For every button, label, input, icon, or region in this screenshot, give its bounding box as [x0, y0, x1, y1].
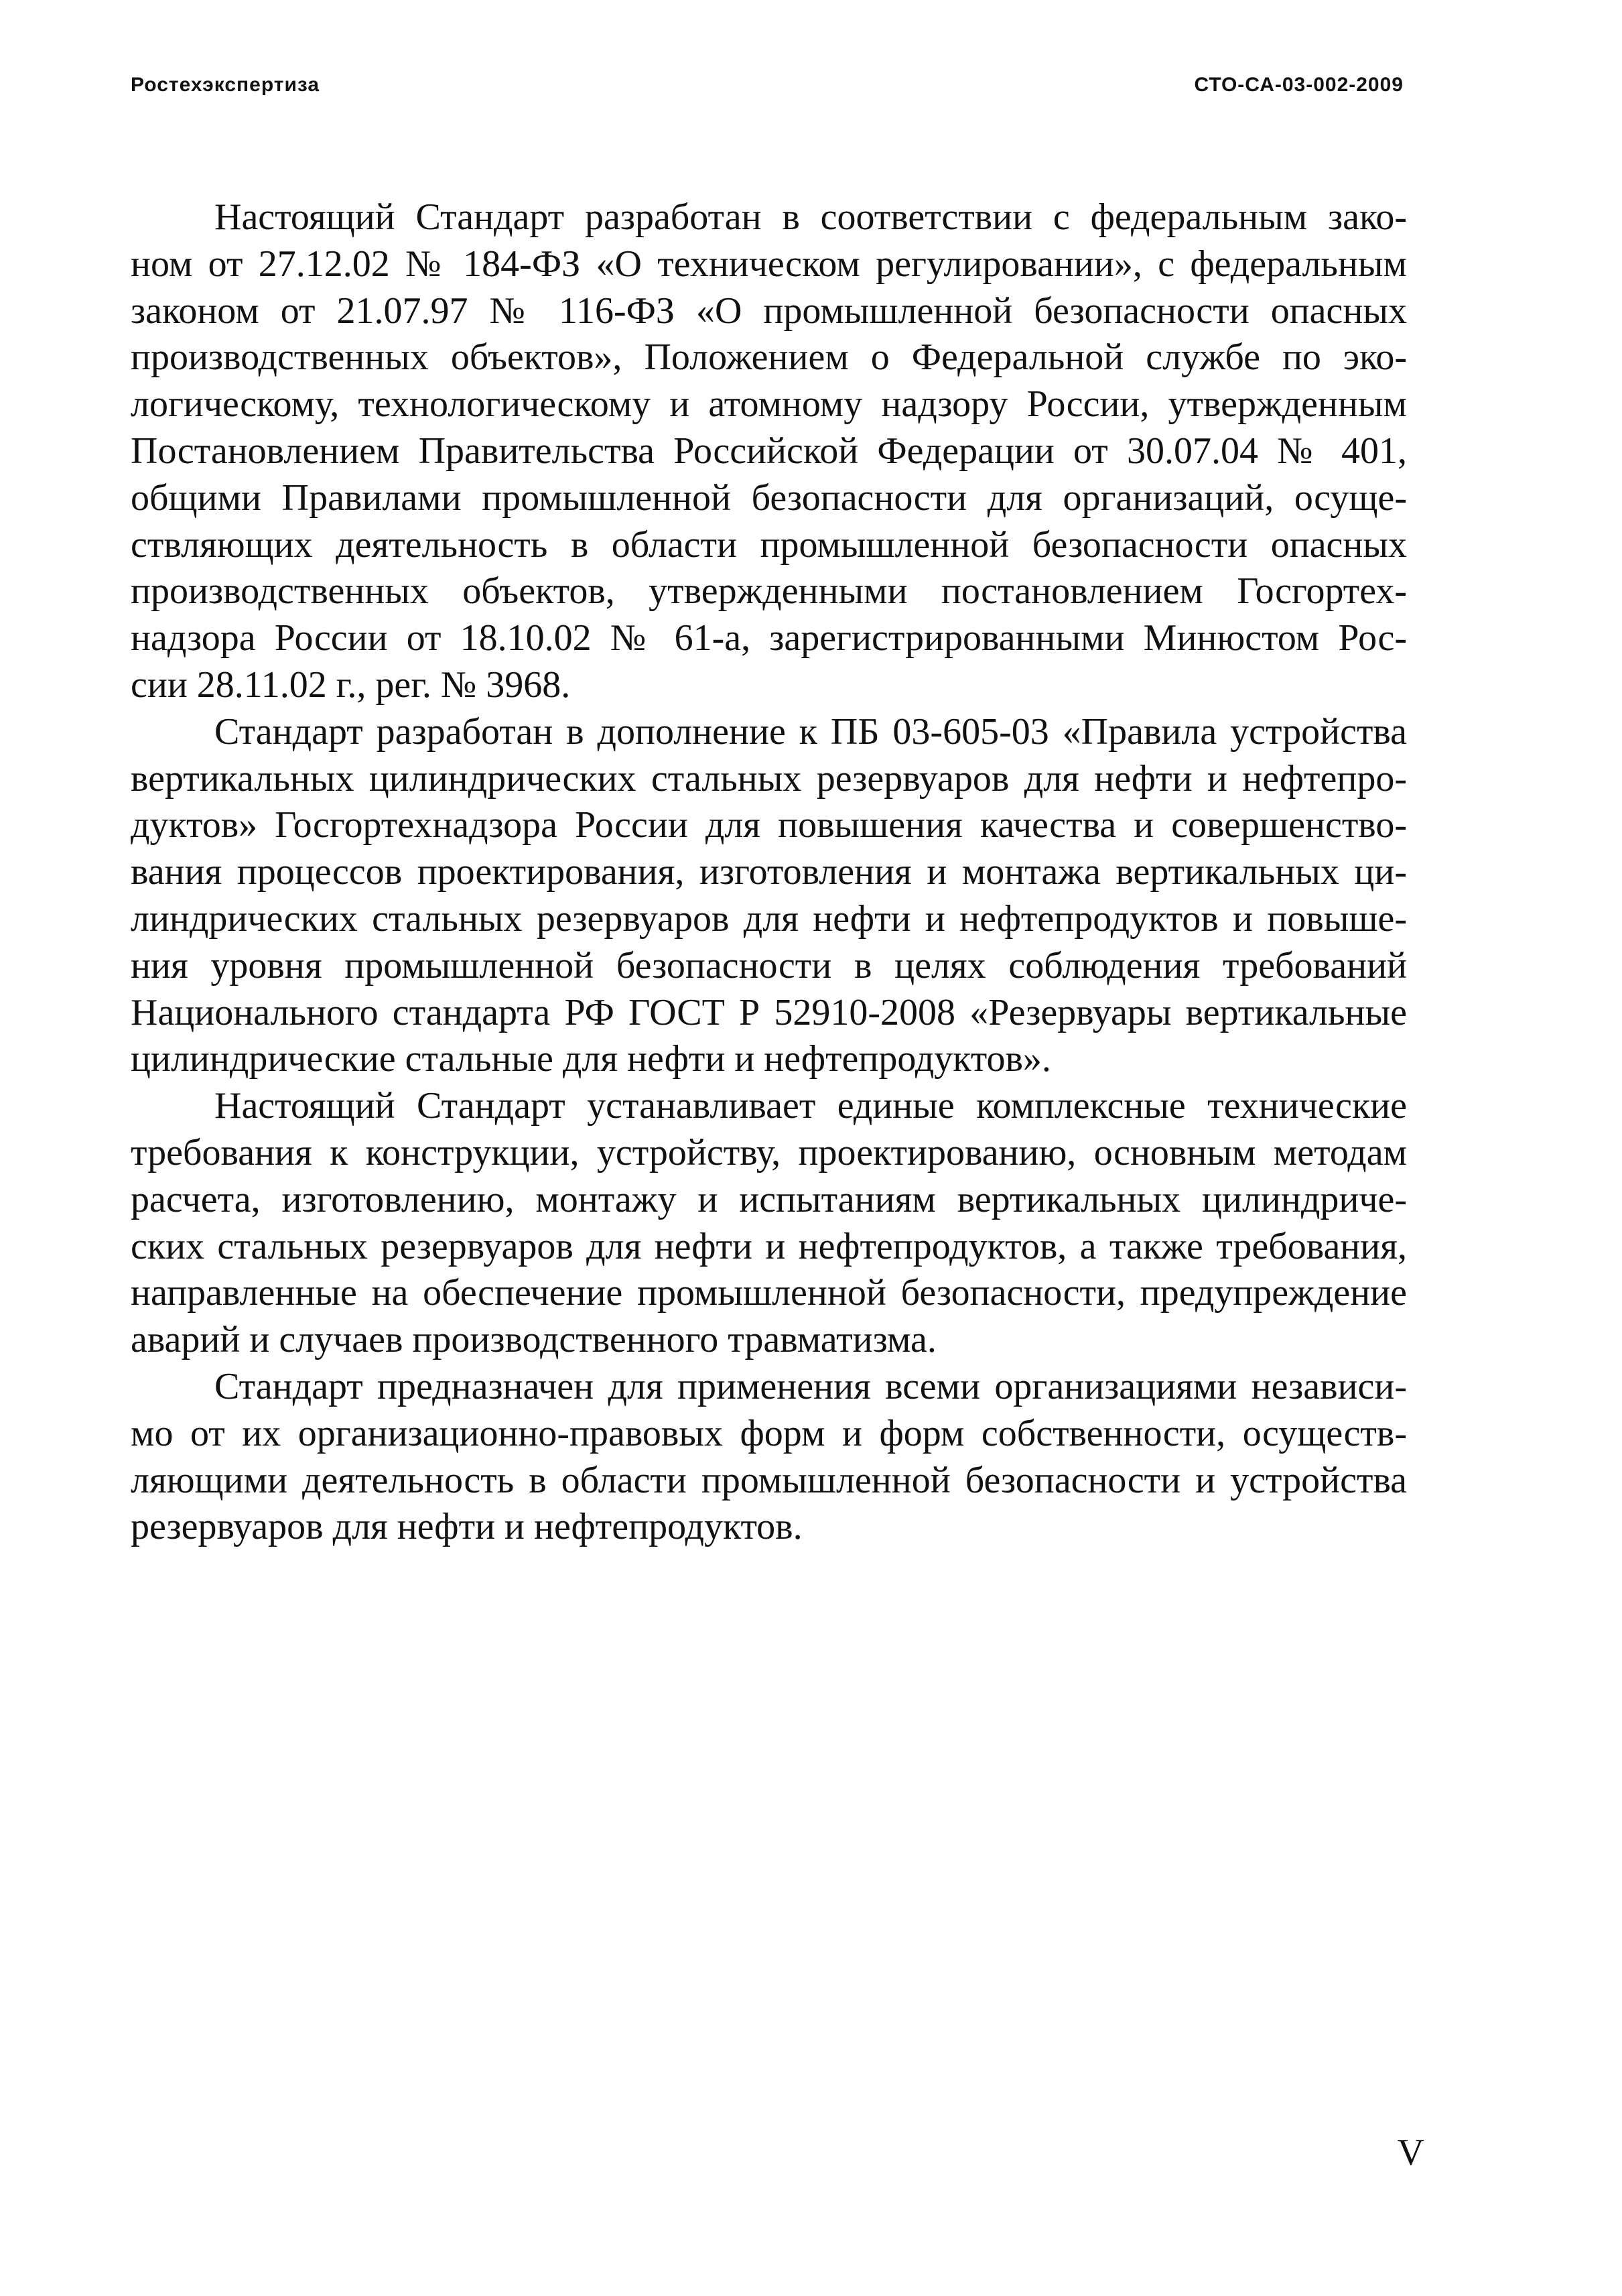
paragraph-line: вертикальных цилиндрических стальных резервуаров для нефти и нефтепро-	[131, 757, 1407, 800]
paragraph-line: дуктов» Госгортехнадзора России для повышения качества и совершенство-	[131, 804, 1407, 846]
paragraph-line: Постановлением Правительства Российской Федерации от 30.07.04 № 401,	[131, 430, 1407, 472]
paragraph-line: производственных объектов, утвержденными постановлением Госгортех-	[131, 570, 1407, 613]
paragraph-line: вания процессов проектирования, изготовления и монтажа вертикальных ци-	[131, 851, 1407, 893]
paragraph-line: расчета, изготовлению, монтажу и испытаниям вертикальных цилиндриче-	[131, 1178, 1407, 1220]
paragraph	[131, 194, 1407, 709]
paragraph-line: требования к конструкции, устройству, проектированию, основным методам	[131, 1131, 1407, 1173]
paragraph-line: Стандарт разработан в дополнение к ПБ 03-605-03 «Правила устройства	[214, 710, 1407, 753]
paragraph-line: Национального стандарта РФ ГОСТ Р 52910-2008 «Резервуары вертикальные	[131, 991, 1407, 1033]
body-text	[131, 194, 1407, 1551]
paragraph-line: линдрических стальных резервуаров для нефти и нефтепродуктов и повыше-	[131, 897, 1407, 940]
paragraph-line: ляющими деятельность в области промышленной безопасности и устройства	[131, 1459, 1407, 1501]
paragraph-line: цилиндрические стальные для нефти и нефтепродуктов».	[131, 1038, 1051, 1080]
paragraph-line: аварий и случаев производственного травматизма.	[131, 1319, 937, 1361]
paragraph-line: мо от их организационно-правовых форм и форм собственности, осуществ-	[131, 1412, 1407, 1454]
paragraph-line: законом от 21.07.97 № 116-ФЗ «О промышленной безопасности опасных	[131, 290, 1407, 332]
header-organization: Ростехэкспертиза	[131, 74, 320, 96]
paragraph-line: Настоящий Стандарт разработан в соответствии с федеральным зако-	[214, 196, 1407, 238]
paragraph-line: Настоящий Стандарт устанавливает единые комплексные технические	[214, 1085, 1407, 1127]
paragraph-line: общими Правилами промышленной безопасности для организаций, осуще-	[131, 476, 1407, 519]
page-number: V	[1397, 2132, 1424, 2173]
paragraph-line: Стандарт предназначен для применения всеми организациями независи-	[214, 1365, 1407, 1407]
paragraph-line: ном от 27.12.02 № 184-ФЗ «О техническом регулировании», с федеральным	[131, 243, 1407, 285]
paragraph-line: сии 28.11.02 г., рег. № 3968.	[131, 663, 571, 706]
paragraph-line: ских стальных резервуаров для нефти и нефтепродуктов, а также требования,	[131, 1225, 1407, 1267]
paragraph	[131, 709, 1407, 1083]
paragraph-line: резервуаров для нефти и нефтепродуктов.	[131, 1506, 803, 1548]
paragraph	[131, 1083, 1407, 1364]
paragraph-line: ния уровня промышленной безопасности в целях соблюдения требований	[131, 944, 1407, 986]
paragraph-line: ствляющих деятельность в области промышленной безопасности опасных	[131, 523, 1407, 566]
paragraph-line: направленные на обеспечение промышленной безопасности, предупреждение	[131, 1272, 1407, 1314]
paragraph-line: надзора России от 18.10.02 № 61-а, зарегистрированными Минюстом Рос-	[131, 617, 1407, 659]
paragraph-line: логическому, технологическому и атомному надзору России, утвержденным	[131, 383, 1407, 426]
paragraph	[131, 1364, 1407, 1551]
paragraph-line: производственных объектов», Положением о Федеральной службе по эко-	[131, 336, 1407, 379]
header-standard-code: СТО-СА-03-002-2009	[1194, 74, 1404, 96]
